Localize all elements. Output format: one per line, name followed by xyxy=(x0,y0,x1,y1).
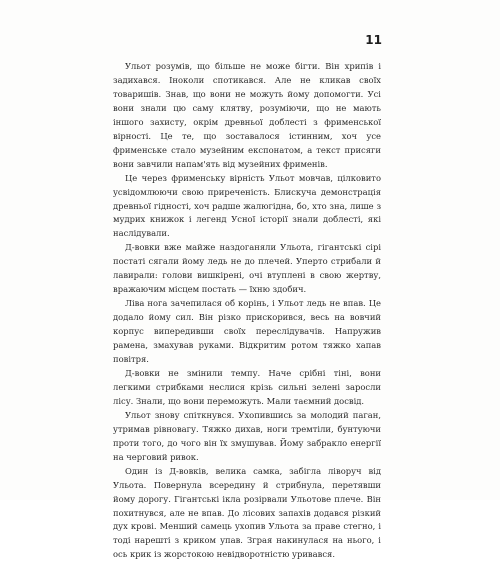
text-line: змахував руками. Відкритим ротом тяжко хапав повітря. xyxy=(113,340,381,365)
body-text xyxy=(113,60,381,562)
text-line: що вони не можуть йому допомогти. Усі вони знали цю саму xyxy=(113,88,381,113)
text-line: Гігантські ікла розірвали Ульотове плече. Він похитнувся, але xyxy=(113,493,381,518)
text-line: випередивши своїх переслідувачів. Напружив рамена, xyxy=(113,326,381,351)
text-line: Один із Д-вовків, велика самка, забігла ліворуч від Ульота. xyxy=(113,465,381,490)
text-line: клятву, розуміючи, що не мають іншого захисту, окрім древньої доблесті з фрименської вірності. Це те, що зоставалося xyxy=(113,102,381,141)
paragraph xyxy=(113,60,381,172)
paragraph xyxy=(113,297,381,367)
paragraph xyxy=(113,241,381,297)
text-line: місцем постать — їхню здобич. xyxy=(168,284,307,295)
text-line: Д-вовки вже майже наздоганяли Ульота, гігантські сірі постаті сягали йому ледь не до плечей. Уперто стрибали й лавирали: голови вишкірені, очі втуплені в свою жертву, вражаючим xyxy=(113,242,381,295)
paragraph xyxy=(113,465,381,562)
text-line: істинним, хоч усе фрименське стало музейним експонатом, xyxy=(113,130,381,155)
page-number: 11 xyxy=(365,33,382,47)
text-line: Повернула всередину й стрибнула, перетявши йому дорогу. xyxy=(113,479,381,504)
text-line: утримав рівновагу. Тяжко дихав, ноги тремтіли, бунтуючи xyxy=(113,423,381,434)
paragraph xyxy=(113,409,381,465)
paragraph xyxy=(113,367,381,409)
text-line: Ульот знову спіткнувся. Ухопившись за молодий паган, xyxy=(125,409,381,420)
text-line: а текст присяги вони завчили напам'ять від музейних фрименів. xyxy=(113,144,381,169)
text-line: Це через фрименську вірність Ульот мовчав, цілковито усвідомлюючи свою приреченість. Блискуча демонстрація xyxy=(113,172,381,197)
text-line: не впав. До лісових запахів додався різкий дух крові. Менший xyxy=(113,507,381,532)
text-line: упав. Зграя накинулася на нього, і ось крик із жорстокою невідворотністю уривався. xyxy=(113,535,381,560)
text-line: що вони переможуть. Мали таємний досвід. xyxy=(167,395,365,406)
text-line: древньої гідності, хоч радше жалюгідна, бо, хто зна, лише xyxy=(113,200,374,211)
text-line: черговий ривок. xyxy=(126,451,199,462)
text-line: проти того, до чого він їх змушував. Йому забракло енергії на xyxy=(113,437,381,462)
paragraph xyxy=(113,172,381,242)
text-line: самець ухопив Ульота за праве стегно, і тоді нарешті з криком xyxy=(113,521,382,546)
text-line: Д-вовки не змінили темпу. Наче срібні тіні, вони легкими xyxy=(113,367,381,392)
text-line: стрибками неслися крізь сильні зелені заросли лісу. Знали, xyxy=(113,381,381,406)
text-line: з мудрих книжок і легенд Усної історії знали доблесті, які наслідували. xyxy=(113,200,382,239)
text-line: Ульот розумів, що більше не може бігти. Він хрипів і задихався. Іноколи спотикався. Але не кликав своїх товаришів. Знав, xyxy=(113,61,381,99)
text-line: Ліва нога зачепилася об корінь, і Ульот ледь не впав. Це xyxy=(125,298,381,309)
text-line: додало йому сил. Він різко прискорився, весь на вовчий корпус xyxy=(113,312,381,337)
